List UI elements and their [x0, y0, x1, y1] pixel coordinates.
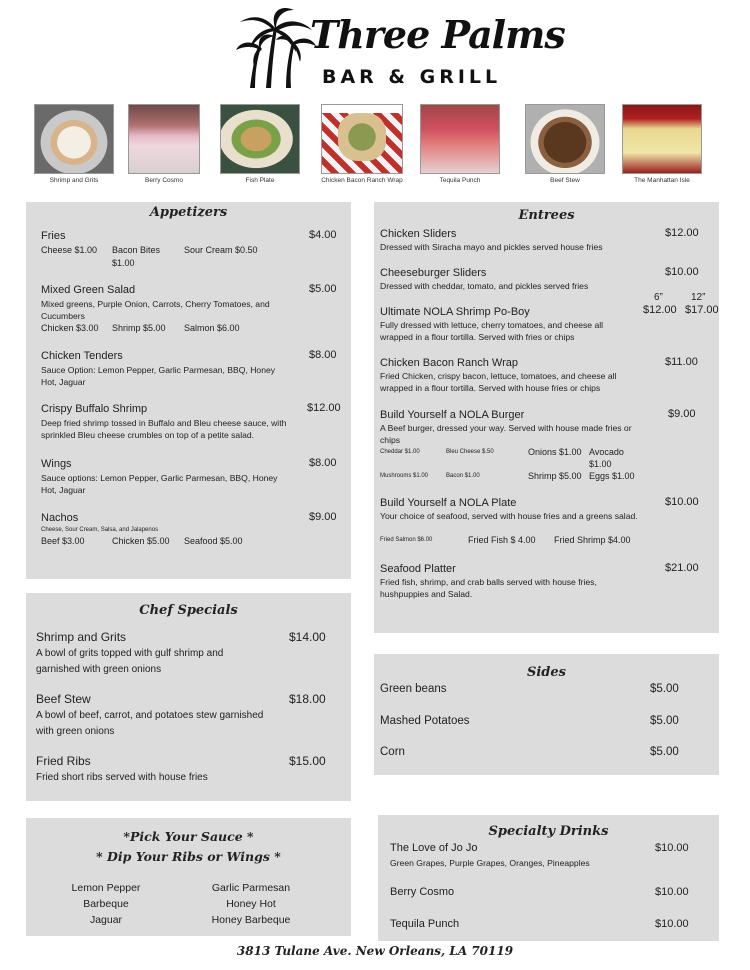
burger-option-avocado: Avocado — [589, 447, 624, 457]
photo-chicken-bacon-ranch-wrap — [321, 104, 403, 174]
side-corn-price: $5.00 — [650, 746, 679, 758]
buffalo-shrimp-description: Deep fried shrimp tossed in Buffalo and Bleu cheese sauce, with sprinkled Bleu cheese crumbles on top of a petite salad. — [41, 418, 287, 440]
buffalo-shrimp-price: $12.00 — [307, 402, 341, 414]
sauce-jaguar: Jaguar — [89, 914, 123, 926]
photo-berry-cosmo — [128, 104, 200, 174]
caption-shrimp-and-grits: Shrimp and Grits — [49, 177, 99, 184]
chicken-bacon-ranch-wrap-description: Fried Chicken, crispy bacon, lettuce, tomatoes, and cheese all wrapped in a flour tortilla. Served with house fries or chips — [380, 371, 617, 393]
salad-price: $5.00 — [309, 283, 337, 295]
nachos-option-chicken: Chicken $5.00 — [112, 536, 170, 546]
wings-description: Sauce options: Lemon Pepper, Garlic Parmesan, BBQ, Honey Hot, Jaguar — [41, 473, 278, 495]
plate-option-shrimp: Fried Shrimp $4.00 — [554, 535, 631, 545]
cheeseburger-sliders-name: Cheeseburger Sliders — [380, 267, 487, 279]
beef-stew-price: $18.00 — [289, 692, 326, 706]
sauce-lemon-pepper: Lemon Pepper — [71, 882, 141, 894]
specialty-drinks-title: Specialty Drinks — [488, 824, 609, 839]
poboy-description: Fully dressed with lettuce, cherry tomatoes, and cheese all wrapped in a flour tortilla. Served with fries or chips — [380, 320, 604, 342]
tenders-name: Chicken Tenders — [41, 350, 123, 362]
photo-the-manhattan-isle — [622, 104, 702, 174]
burger-option-mushrooms: Mushrooms $1.00 — [380, 473, 429, 479]
nachos-option-beef: Beef $3.00 — [41, 536, 85, 546]
fries-option-bacon-price: $1.00 — [112, 258, 135, 268]
nachos-description: Cheese, Sour Cream, Salsa, and Jalapenos — [41, 527, 159, 533]
beef-stew-description: A bowl of beef, carrot, and potatoes stew garnished with green onions — [36, 710, 264, 737]
restaurant-logo — [236, 6, 565, 92]
drink-jojo-name: The Love of Jo Jo — [390, 842, 478, 854]
logo-name: Three Palms — [310, 12, 565, 57]
caption-tequila-punch: Tequila Punch — [439, 177, 481, 184]
nola-burger-name: Build Yourself a NOLA Burger — [380, 409, 525, 421]
plate-option-salmon: Fried Salmon $6.00 — [380, 537, 433, 543]
entrees-title: Entrees — [518, 208, 575, 223]
fries-option-sour-cream: Sour Cream $0.50 — [184, 245, 258, 255]
nola-plate-description: Your choice of seafood, served with house fries and a greens salad. — [380, 511, 638, 521]
burger-option-avocado-price: $1.00 — [589, 459, 612, 469]
sides-title: Sides — [526, 665, 566, 680]
side-mashed-potatoes-price: $5.00 — [650, 715, 679, 727]
nola-burger-price: $9.00 — [668, 408, 696, 420]
drink-tequila-punch-price: $10.00 — [655, 918, 689, 930]
fries-option-bacon: Bacon Bites — [112, 245, 161, 255]
side-mashed-potatoes-name: Mashed Potatoes — [380, 715, 470, 727]
burger-option-bleu-cheese: Bleu Cheese $.50 — [446, 449, 494, 455]
poboy-price-12: $17.00 — [685, 304, 719, 316]
appetizers-panel — [26, 202, 351, 579]
fried-ribs-description: Fried short ribs served with house fries — [36, 772, 208, 783]
drink-jojo-description: Green Grapes, Purple Grapes, Oranges, Pineapples — [390, 858, 590, 868]
seafood-platter-description: Fried fish, shrimp, and crab balls served with house fries, hushpuppies and Salad. — [380, 577, 597, 599]
fries-name: Fries — [41, 230, 66, 242]
buffalo-shrimp-name: Crispy Buffalo Shrimp — [41, 403, 148, 415]
beef-stew-name: Beef Stew — [36, 692, 91, 706]
chicken-bacon-ranch-wrap-name: Chicken Bacon Ranch Wrap — [380, 357, 518, 369]
sauce-honey-hot: Honey Hot — [226, 898, 276, 910]
tenders-price: $8.00 — [309, 349, 337, 361]
burger-option-cheddar: Cheddar $1.00 — [380, 449, 420, 455]
seafood-platter-price: $21.00 — [665, 562, 699, 574]
shrimp-and-grits-price: $14.00 — [289, 630, 326, 644]
drink-tequila-punch-name: Tequila Punch — [390, 918, 460, 930]
salad-option-chicken: Chicken $3.00 — [41, 323, 99, 333]
fries-option-cheese: Cheese $1.00 — [41, 245, 98, 255]
salad-option-shrimp: Shrimp $5.00 — [112, 323, 166, 333]
caption-berry-cosmo: Berry Cosmo — [145, 177, 183, 184]
logo-subtitle: BAR & GRILL — [322, 66, 502, 88]
side-corn-name: Corn — [380, 746, 405, 758]
poboy-size-12: 12” — [691, 292, 706, 303]
wings-price: $8.00 — [309, 457, 337, 469]
photo-beef-stew — [525, 104, 605, 174]
photo-fish-plate — [220, 104, 300, 174]
salad-description: Mixed greens, Purple Onion, Carrots, Cherry Tomatoes, and Cucumbers — [41, 299, 270, 321]
burger-option-eggs: Eggs $1.00 — [589, 471, 635, 481]
photo-shrimp-and-grits — [34, 104, 114, 174]
burger-option-shrimp: Shrimp $5.00 — [528, 471, 582, 481]
sauce-barbeque: Barbeque — [83, 898, 129, 910]
caption-fish-plate: Fish Plate — [245, 177, 275, 184]
nachos-price: $9.00 — [309, 511, 337, 523]
poboy-price-6: $12.00 — [643, 304, 677, 316]
footer-address: 3813 Tulane Ave. New Orleans, LA 70119 — [236, 944, 514, 958]
nachos-name: Nachos — [41, 512, 79, 524]
burger-option-bacon: Bacon $1.00 — [446, 473, 480, 479]
nachos-option-seafood: Seafood $5.00 — [184, 536, 243, 546]
chef-specials-panel — [26, 593, 351, 801]
sauce-honey-barbeque: Honey Barbeque — [211, 914, 291, 926]
chef-specials-title: Chef Specials — [139, 603, 238, 618]
poboy-name: Ultimate NOLA Shrimp Po-Boy — [380, 306, 530, 318]
caption-beef-stew: Beef Stew — [550, 177, 580, 184]
fries-price: $4.00 — [309, 229, 337, 241]
caption-the-manhattan-isle: The Manhattan Isle — [634, 177, 690, 184]
side-green-beans-price: $5.00 — [650, 683, 679, 695]
drink-berry-cosmo-price: $10.00 — [655, 886, 689, 898]
shrimp-and-grits-name: Shrimp and Grits — [36, 630, 127, 644]
nola-plate-name: Build Yourself a NOLA Plate — [380, 497, 517, 509]
sauce-panel — [26, 818, 351, 936]
fried-ribs-name: Fried Ribs — [36, 754, 91, 768]
palm-trees-icon — [236, 6, 316, 90]
sides-panel — [374, 654, 719, 775]
sauce-subtitle: * Dip Your Ribs or Wings * — [96, 849, 281, 864]
sauce-garlic-parmesan: Garlic Parmesan — [211, 882, 291, 894]
cheeseburger-sliders-price: $10.00 — [665, 266, 699, 278]
burger-option-onions: Onions $1.00 — [528, 447, 582, 457]
photo-tequila-punch — [420, 104, 500, 174]
chicken-sliders-price: $12.00 — [665, 227, 699, 239]
shrimp-and-grits-description: A bowl of grits topped with gulf shrimp and garnished with green onions — [36, 648, 224, 675]
seafood-platter-name: Seafood Platter — [380, 563, 456, 575]
drink-berry-cosmo-name: Berry Cosmo — [390, 886, 455, 898]
chicken-sliders-name: Chicken Sliders — [380, 228, 457, 240]
tenders-description: Sauce Option: Lemon Pepper, Garlic Parmesan, BBQ, Honey Hot, Jaguar — [41, 365, 276, 387]
plate-option-fish: Fried Fish $ 4.00 — [468, 535, 536, 545]
salad-option-salmon: Salmon $6.00 — [184, 323, 240, 333]
drink-jojo-price: $10.00 — [655, 842, 689, 854]
entrees-panel — [374, 202, 719, 633]
caption-chicken-bacon-ranch-wrap: Chicken Bacon Ranch Wrap — [321, 177, 403, 184]
salad-name: Mixed Green Salad — [41, 284, 136, 296]
specialty-drinks-panel — [378, 815, 719, 941]
chicken-sliders-description: Dressed with Siracha mayo and pickles served house fries — [380, 242, 603, 252]
fried-ribs-price: $15.00 — [289, 754, 326, 768]
nola-burger-description: A Beef burger, dressed your way. Served with house made fries or chips — [380, 423, 632, 445]
chicken-bacon-ranch-wrap-price: $11.00 — [665, 356, 698, 368]
sauce-title: *Pick Your Sauce * — [123, 829, 254, 844]
poboy-size-6: 6” — [654, 292, 663, 303]
cheeseburger-sliders-description: Dressed with cheddar, tomato, and pickles served fries — [380, 281, 589, 291]
side-green-beans-name: Green beans — [380, 683, 447, 695]
appetizers-title: Appetizers — [149, 205, 228, 220]
nola-plate-price: $10.00 — [665, 496, 699, 508]
wings-name: Wings — [41, 458, 72, 470]
